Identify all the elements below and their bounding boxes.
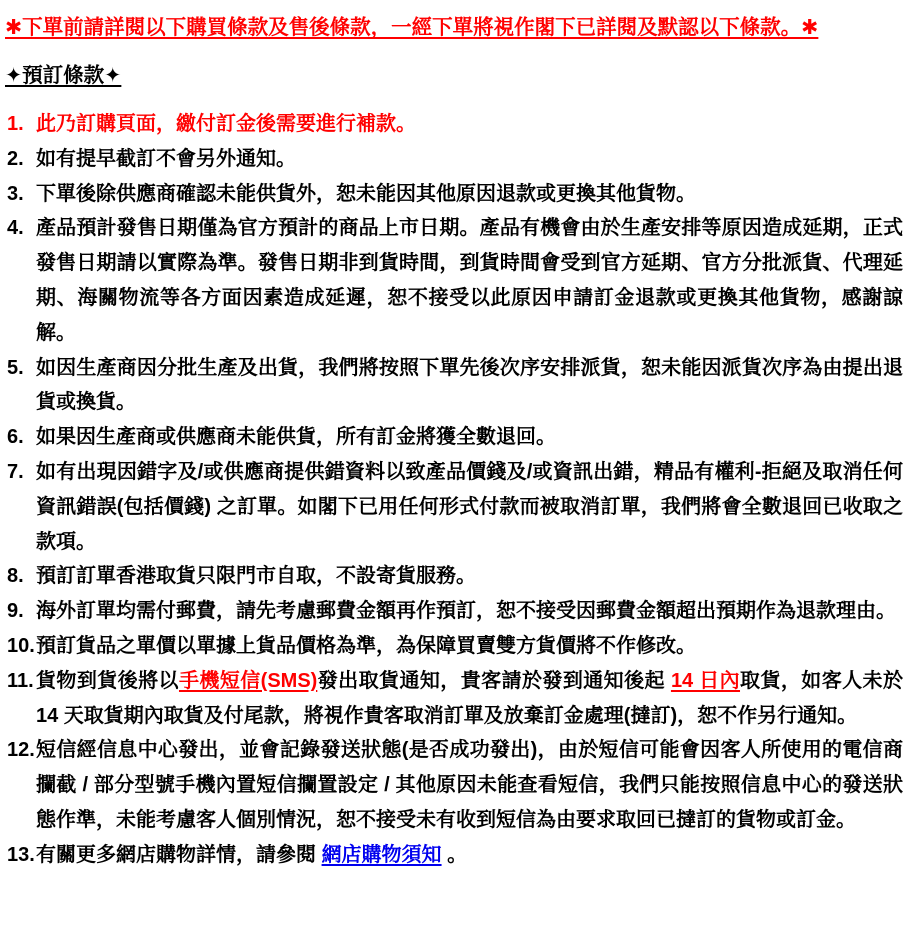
plain-text: 預訂貨品之單價以單據上貨品價格為準，為保障買賣雙方貨價將不作修改。	[36, 634, 696, 657]
term-number: 13.	[7, 843, 35, 866]
term-text	[36, 183, 696, 205]
plain-text: 此乃訂購頁面，繳付訂金後需要進行補款。	[36, 113, 416, 135]
term-item	[5, 455, 903, 559]
store-shopping-notice-link[interactable]: 網店購物須知	[321, 843, 442, 866]
terms-list	[5, 107, 903, 873]
section-title-text: ✦預訂條款✦	[5, 64, 122, 87]
page-title	[5, 13, 903, 42]
plain-text: 海外訂單均需付郵費，請先考慮郵費金額再作預訂，恕不接受因郵費金額超出預期作為退款理由。	[36, 600, 896, 623]
term-item	[5, 177, 903, 212]
plain-text: 如因生產商因分批生產及出貨，我們將按照下單先後次序安排派貨，恕未能因派貨次序為由提出退貨或換貨。	[36, 356, 903, 414]
emphasized-text: 14 日內	[670, 669, 741, 692]
plain-text: 預訂訂單香港取貨只限門市自取，不設寄貨服務。	[36, 565, 476, 588]
term-number: 12.	[7, 739, 35, 762]
term-text	[36, 426, 556, 448]
term-item	[5, 107, 903, 142]
term-number: 10.	[7, 634, 35, 657]
term-text	[36, 670, 903, 727]
term-item	[5, 351, 903, 421]
term-number: 11.	[7, 669, 34, 692]
plain-text: 。	[441, 843, 468, 866]
term-text	[36, 635, 696, 657]
term-item	[5, 594, 903, 629]
term-item	[5, 664, 903, 734]
term-number: 2.	[7, 147, 24, 170]
term-item	[5, 142, 903, 177]
plain-text: 貨物到貨後將以	[36, 669, 179, 692]
term-item	[5, 211, 903, 350]
plain-text: 短信經信息中心發出，並會記錄發送狀態(是否成功發出)，由於短信可能會因客人所使用的電信商攔截 / 部分型號手機內置短信攔置設定 / 其他原因未能查看短信，我們只能按照信息中心的發送狀態作準，未能考慮客人個別情況，恕不接受未有收到短信為由要求取回已撻訂的貨物或訂金。	[36, 739, 903, 831]
plain-text: 有關更多網店購物詳情，請參閱	[36, 843, 322, 866]
term-number: 1.	[7, 113, 24, 135]
term-text	[36, 113, 416, 135]
term-text	[36, 600, 896, 622]
emphasized-text: 手機短信(SMS)	[178, 669, 318, 692]
term-number: 8.	[7, 565, 24, 588]
plain-text: 下單後除供應商確認未能供貨外，恕未能因其他原因退款或更換其他貨物。	[36, 182, 696, 205]
term-item	[5, 420, 903, 455]
page-title-text: ✱下單前請詳閱以下購買條款及售後條款，一經下單將視作閣下已詳閱及默認以下條款。✱	[5, 16, 819, 39]
term-text	[36, 148, 296, 170]
term-item	[5, 838, 903, 873]
plain-text: 如有出現因錯字及/或供應商提供錯資料以致產品價錢及/或資訊出錯，精品有權利-拒絕及取消任何資訊錯誤(包括價錢) 之訂單。如閣下已用任何形式付款而被取消訂單，我們將會全數退回已收取之款項。	[36, 460, 903, 553]
plain-text: 如果因生產商或供應商未能供貨，所有訂金將獲全數退回。	[36, 426, 556, 449]
term-text	[36, 844, 467, 866]
plain-text: 取貨，如客人未於 14 天取貨期內取貨及付尾款，將視作貴客取消訂單及放棄訂金處理(撻訂)，恕不作另行通知。	[36, 669, 903, 727]
term-text	[36, 357, 903, 414]
section-title	[5, 61, 903, 90]
term-number: 6.	[7, 426, 24, 449]
term-item	[5, 559, 903, 594]
term-item	[5, 733, 903, 837]
term-item	[5, 629, 903, 664]
plain-text: 發出取貨通知，貴客請於發到通知後起	[317, 669, 671, 692]
term-number: 7.	[7, 460, 24, 483]
term-number: 5.	[7, 356, 24, 379]
term-text	[36, 565, 476, 587]
plain-text: 如有提早截訂不會另外通知。	[36, 147, 296, 170]
term-text	[36, 217, 903, 343]
term-text	[36, 739, 903, 831]
term-number: 9.	[7, 600, 24, 623]
term-number: 4.	[7, 217, 24, 240]
term-number: 3.	[7, 182, 24, 205]
term-text	[36, 461, 903, 553]
plain-text: 產品預計發售日期僅為官方預計的商品上市日期。產品有機會由於生產安排等原因造成延期，正式發售日期請以實際為準。發售日期非到貨時間，到貨時間會受到官方延期、官方分批派貨、代理延期、海關物流等各方面因素造成延遲，恕不接受以此原因申請訂金退款或更換其他貨物，感謝諒解。	[36, 217, 903, 344]
